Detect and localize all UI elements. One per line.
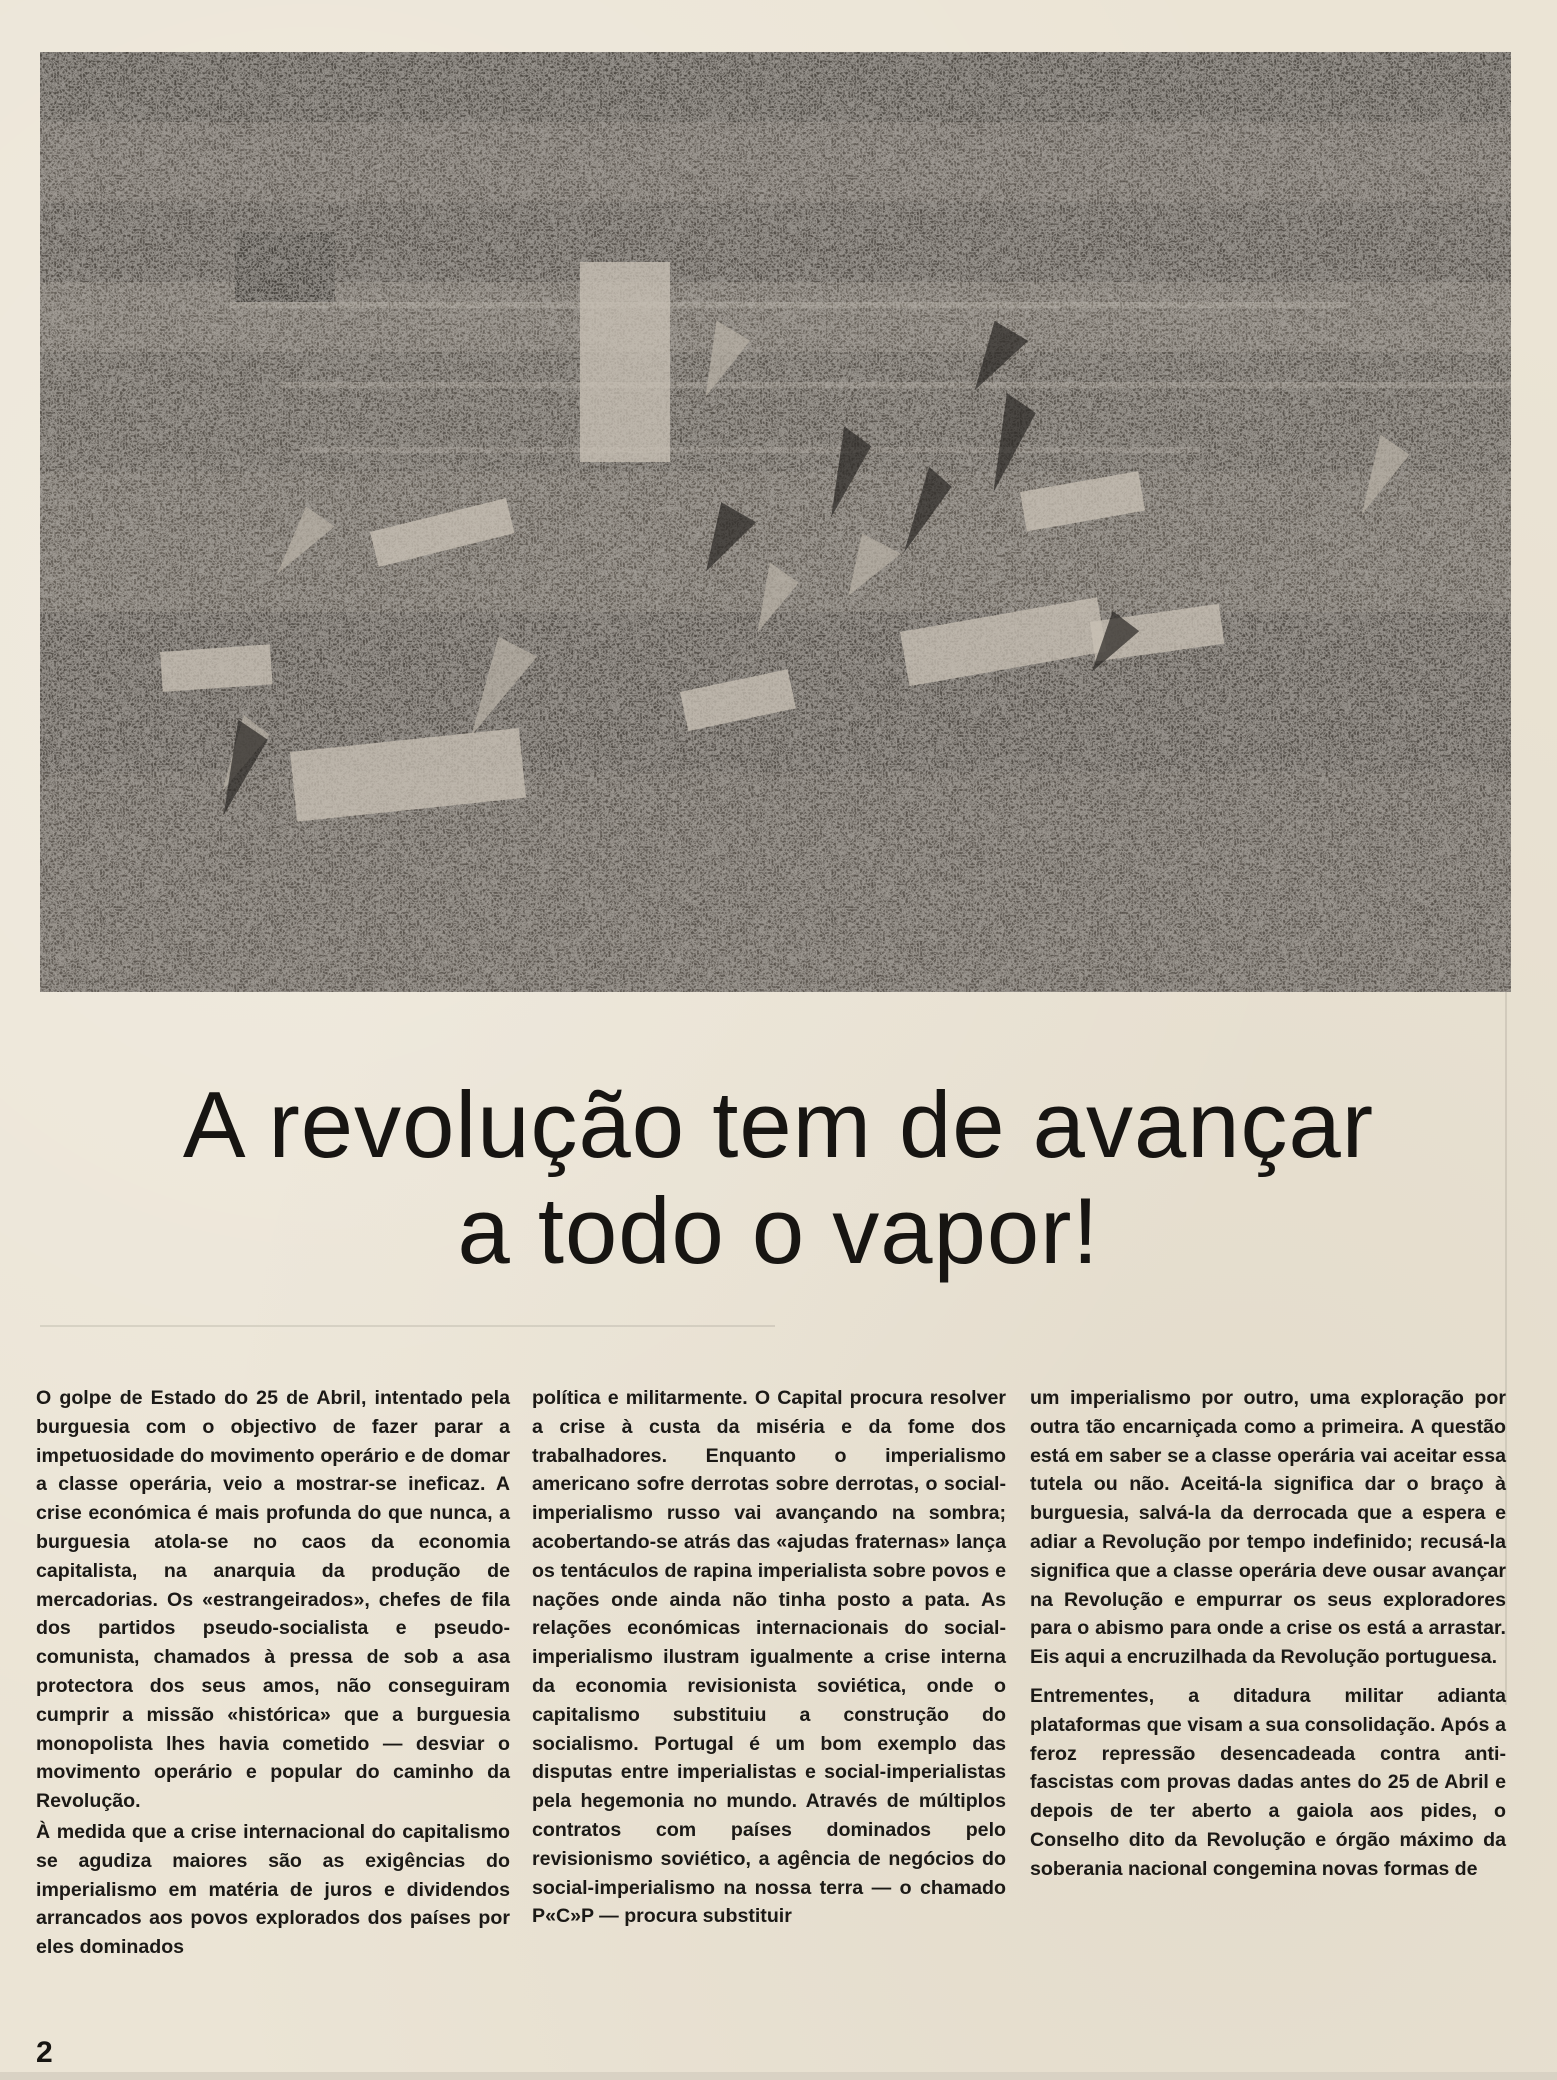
article-column-2	[532, 1384, 1006, 1931]
article-paragraph: Entrementes, a ditadura militar adianta plataformas que visam a sua consolidação. Após a feroz repressão desencadeada contra anti-fascistas com provas dadas antes do 25 de Abril e depois de ter aberto a gaiola aos pides, o Conselho dito da Revolução e órgão máximo da soberania nacional congemina novas formas de	[1030, 1684, 1506, 1880]
bleed-through-rule	[40, 1325, 775, 1327]
article-column-1	[36, 1384, 510, 1962]
article-paragraph: política e militarmente. O Capital procura resolver a crise à custa da miséria e da fome dos trabalhadores. Enquanto o imperialismo americano sofre derrotas sobre derrotas, o social-imperialismo russo vai avançando na sombra; acobertando-se atrás das «ajudas fraternas» lança os tentáculos de rapina imperialista sobre povos e nações onde ainda não tinha posto a pata. As relações económicas internacionais do social-imperialismo ilustram igualmente a crise interna da economia revisionista soviética, onde o capitalismo substituiu a construção do socialismo. Portugal é um bom exemplo das disputas entre imperialistas e social-imperialistas pela hegemonia no mundo. Através de múltiplos contratos com países dominados pelo revisionismo soviético, a agência de negócios do social-imperialismo na nossa terra — o chamado P«C»P — procura substituir	[532, 1387, 1006, 1928]
headline	[0, 1072, 1557, 1284]
crowd-photo	[40, 52, 1511, 992]
headline-line-1: A revolução tem de avançar	[182, 1072, 1375, 1177]
article-paragraph: À medida que a crise internacional do capitalismo se agudiza maiores são as exigências do imperialismo em matéria de juros e dividendos arrancados aos povos explorados dos países por eles dominados	[36, 1820, 510, 1959]
page-number: 2	[36, 2036, 53, 2069]
article-paragraph: O golpe de Estado do 25 de Abril, intentado pela burguesia com o objectivo de fazer parar a impetuosidade do movimento operário e de domar a classe operária, veio a mostrar-se ineficaz. A crise económica é mais profunda do que nunca, a burguesia atola-se no caos da economia capitalista, na anarquia da produção de mercadorias. Os «estrangeirados», chefes de fila dos partidos pseudo-socialista e pseudo-comunista, chamados à pressa de sob a asa protectora dos seus amos, não conseguiram cumprir a missão «histórica» que a burguesia monopolista lhes havia cometido — desviar o movimento operário e popular do caminho da Revolução.	[36, 1387, 510, 1813]
article-column-3	[1030, 1384, 1506, 1884]
headline-line-2: a todo o vapor!	[457, 1178, 1100, 1283]
page-bottom-edge	[0, 2072, 1557, 2080]
protest-banner	[580, 262, 670, 462]
crowd-photo-icon	[40, 52, 1511, 992]
protest-banner	[160, 644, 273, 692]
article-paragraph: um imperialismo por outro, uma exploração por outra tão encarniçada como a primeira. A questão está em saber se a classe operária vai aceitar essa tutela ou não. Aceitá-la significa dar o braço à burguesia, salvá-la da derrocada que a espera e adiar a Revolução por tempo indefinido; recusá-la significa que a classe operária deve ousar avançar na Revolução e empurrar os seus exploradores para o abismo para onde a crise os está a arrastar. Eis aqui a encruzilhada da Revolução portuguesa.	[1030, 1387, 1506, 1669]
